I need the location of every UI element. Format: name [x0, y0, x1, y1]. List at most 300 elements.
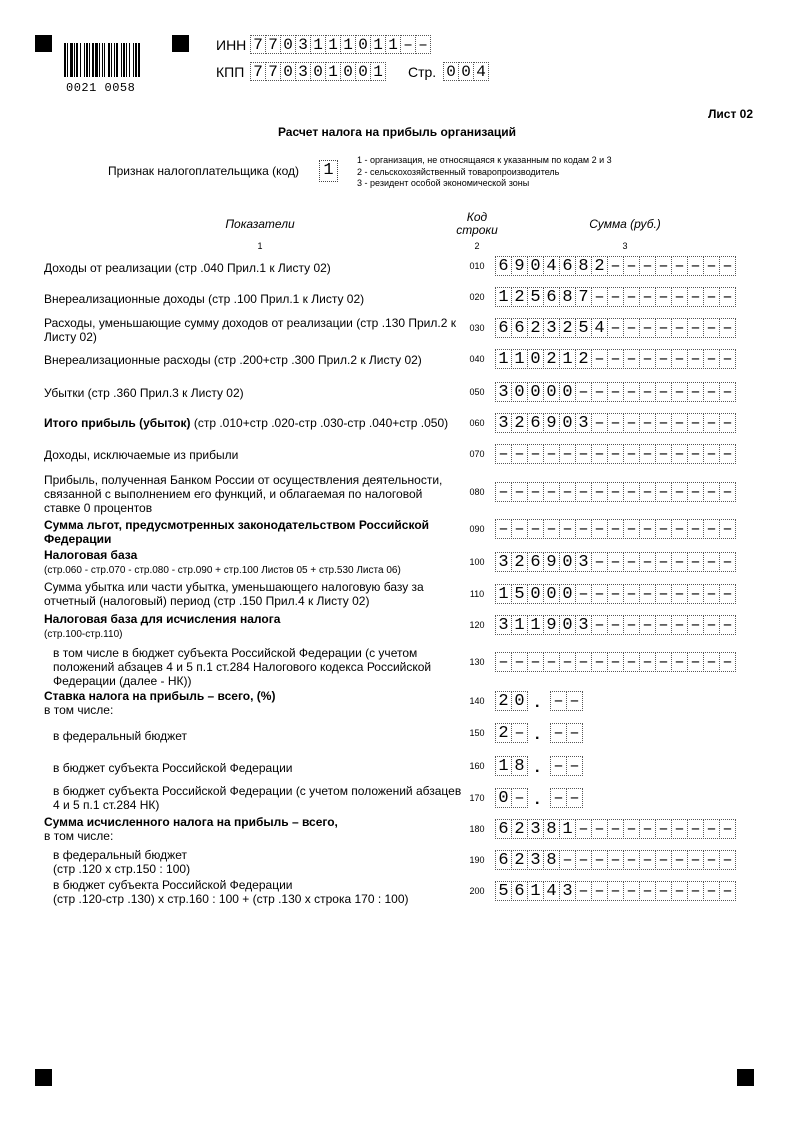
sum-digit-cell[interactable]: –: [607, 256, 624, 276]
sum-digit-cell[interactable]: –: [703, 652, 720, 672]
sum-digit-cell[interactable]: –: [639, 444, 656, 464]
sum-digit-cell[interactable]: –: [639, 584, 656, 604]
sum-digit-cell[interactable]: 0: [527, 256, 544, 276]
sum-digit-cell[interactable]: –: [591, 444, 608, 464]
rate-digit-cell[interactable]: –: [550, 788, 567, 808]
page-digit-cell[interactable]: 4: [473, 62, 489, 81]
sum-digit-cell[interactable]: –: [655, 819, 672, 839]
kpp-digit-cell[interactable]: 1: [370, 62, 386, 81]
sum-digit-cell[interactable]: –: [543, 444, 560, 464]
sum-digit-cell[interactable]: –: [607, 584, 624, 604]
rate-digit-cell[interactable]: 2: [495, 691, 512, 711]
sum-digit-cell[interactable]: 8: [575, 256, 592, 276]
inn-digit-cell[interactable]: 1: [325, 35, 341, 54]
sum-digit-cell[interactable]: –: [591, 349, 608, 369]
sum-digit-cell[interactable]: 2: [511, 413, 528, 433]
inn-digit-cell[interactable]: 1: [310, 35, 326, 54]
sum-digit-cell[interactable]: –: [655, 256, 672, 276]
sum-digit-cell[interactable]: 1: [495, 349, 512, 369]
sum-digit-cell[interactable]: –: [575, 652, 592, 672]
inn-digit-cell[interactable]: 1: [340, 35, 356, 54]
sum-digit-cell[interactable]: 6: [511, 881, 528, 901]
sum-digit-cell[interactable]: 0: [527, 382, 544, 402]
rate-digit-cell[interactable]: –: [566, 756, 583, 776]
kpp-digit-cell[interactable]: 0: [280, 62, 296, 81]
sum-digit-cell[interactable]: 3: [543, 318, 560, 338]
sum-digit-cell[interactable]: –: [591, 652, 608, 672]
sum-digit-cell[interactable]: –: [655, 652, 672, 672]
sum-digit-cell[interactable]: –: [591, 584, 608, 604]
sum-digit-cell[interactable]: –: [719, 349, 736, 369]
sum-digit-cell[interactable]: 0: [543, 382, 560, 402]
sum-digit-cell[interactable]: 0: [559, 615, 576, 635]
sum-digit-cell[interactable]: –: [671, 444, 688, 464]
sum-digit-cell[interactable]: –: [623, 349, 640, 369]
sum-digit-cell[interactable]: –: [639, 318, 656, 338]
kpp-digit-cell[interactable]: 0: [355, 62, 371, 81]
sum-digit-cell[interactable]: –: [559, 850, 576, 870]
sum-digit-cell[interactable]: –: [575, 382, 592, 402]
sum-digit-cell[interactable]: –: [623, 444, 640, 464]
barcode-bars: [64, 43, 156, 77]
sum-digit-cell[interactable]: –: [719, 318, 736, 338]
row-label-180: [44, 815, 456, 843]
sum-digit-cell[interactable]: –: [719, 652, 736, 672]
sum-digit-cell[interactable]: 6: [495, 850, 512, 870]
sum-digit-cell[interactable]: 9: [543, 413, 560, 433]
rate-digit-cell[interactable]: 2: [495, 723, 512, 743]
sum-digit-cell[interactable]: –: [527, 652, 544, 672]
sum-digit-cell[interactable]: –: [639, 850, 656, 870]
sum-digit-cell[interactable]: –: [607, 382, 624, 402]
sum-digit-cell[interactable]: 2: [559, 318, 576, 338]
sum-digit-cell[interactable]: 2: [511, 850, 528, 870]
sum-digit-cell[interactable]: –: [671, 318, 688, 338]
rate-digit-cell[interactable]: –: [566, 788, 583, 808]
rate-digit-cell[interactable]: –: [566, 691, 583, 711]
sum-digit-cell[interactable]: –: [591, 819, 608, 839]
sum-digit-cell[interactable]: –: [703, 413, 720, 433]
row-label-140: [44, 689, 456, 717]
rate-frac-cells-160: [550, 756, 582, 776]
sum-digit-cell[interactable]: 4: [591, 318, 608, 338]
sum-digit-cell[interactable]: –: [719, 413, 736, 433]
sum-digit-cell[interactable]: 6: [559, 256, 576, 276]
sum-digit-cell[interactable]: –: [607, 318, 624, 338]
sum-digit-cell[interactable]: 2: [511, 819, 528, 839]
sum-digit-cell[interactable]: –: [623, 287, 640, 307]
sum-digit-cell[interactable]: –: [607, 552, 624, 572]
sum-digit-cell[interactable]: 3: [575, 413, 592, 433]
sum-digit-cell[interactable]: –: [543, 519, 560, 539]
sum-digit-cell[interactable]: –: [703, 519, 720, 539]
sum-digit-cell[interactable]: 6: [543, 287, 560, 307]
sum-digit-cell[interactable]: –: [607, 519, 624, 539]
rate-digit-cell[interactable]: –: [511, 723, 528, 743]
row-formula: (стр.060 - стр.070 - стр.080 - стр.090 + стр.100 Листов 05 + стр.530 Листа 06): [44, 565, 401, 576]
sum-digit-cell[interactable]: –: [591, 413, 608, 433]
sum-digit-cell[interactable]: –: [671, 382, 688, 402]
sum-digit-cell[interactable]: –: [655, 287, 672, 307]
sum-digit-cell[interactable]: 6: [495, 256, 512, 276]
row-label-130: [53, 646, 465, 688]
sum-digit-cell[interactable]: –: [703, 287, 720, 307]
sum-digit-cell[interactable]: –: [495, 652, 512, 672]
sum-digit-cell[interactable]: –: [671, 287, 688, 307]
sum-digit-cell[interactable]: –: [559, 519, 576, 539]
page-digit-cell[interactable]: 0: [443, 62, 459, 81]
sum-digit-cell[interactable]: –: [687, 318, 704, 338]
row-text: в том числе в бюджет субъекта Российской Федерации (с учетом положений абзацев 4 и 5 п.1 ст.284 Налогового кодекса Российской Федерации (далее - НК)): [53, 646, 432, 688]
sum-digit-cell[interactable]: –: [623, 584, 640, 604]
sum-digit-cell[interactable]: –: [639, 615, 656, 635]
sum-digit-cell[interactable]: 7: [575, 287, 592, 307]
sum-digit-cell[interactable]: 4: [543, 256, 560, 276]
sum-digit-cell[interactable]: –: [687, 819, 704, 839]
sum-digit-cell[interactable]: –: [687, 519, 704, 539]
sum-digit-cell[interactable]: 0: [543, 584, 560, 604]
form-title: Расчет налога на прибыль организаций: [277, 125, 517, 139]
sum-digit-cell[interactable]: 4: [543, 881, 560, 901]
sum-digit-cell[interactable]: –: [655, 444, 672, 464]
sum-digit-cell[interactable]: –: [591, 519, 608, 539]
sum-digit-cell[interactable]: 6: [495, 318, 512, 338]
sum-digit-cell[interactable]: –: [575, 819, 592, 839]
sum-digit-cell[interactable]: –: [655, 850, 672, 870]
sum-digit-cell[interactable]: –: [719, 287, 736, 307]
sum-digit-cell[interactable]: 3: [575, 615, 592, 635]
inn-digit-cell[interactable]: 0: [355, 35, 371, 54]
sum-digit-cell[interactable]: 3: [527, 819, 544, 839]
sum-digit-cell[interactable]: –: [495, 482, 512, 502]
sum-digit-cell[interactable]: –: [703, 552, 720, 572]
sum-digit-cell[interactable]: 1: [527, 881, 544, 901]
rate-digit-cell[interactable]: 1: [495, 756, 512, 776]
row-bold-text: Сумма исчисленного налога на прибыль – всего,: [44, 815, 338, 829]
rate-digit-cell[interactable]: –: [550, 691, 567, 711]
sum-digit-cell[interactable]: –: [655, 413, 672, 433]
sum-digit-cell[interactable]: –: [719, 444, 736, 464]
sum-digit-cell[interactable]: 0: [559, 584, 576, 604]
sum-digit-cell[interactable]: –: [687, 652, 704, 672]
sum-digit-cell[interactable]: 1: [559, 819, 576, 839]
row-code-180: 180: [469, 824, 485, 834]
sum-digit-cell[interactable]: 8: [543, 819, 560, 839]
kpp-digit-cell[interactable]: 0: [340, 62, 356, 81]
sum-digit-cell[interactable]: –: [623, 652, 640, 672]
sum-digit-cell[interactable]: –: [639, 349, 656, 369]
inn-digit-cell[interactable]: –: [400, 35, 416, 54]
sum-digit-cell[interactable]: 5: [575, 318, 592, 338]
sum-digit-cell[interactable]: 1: [559, 349, 576, 369]
sum-digit-cell[interactable]: 5: [495, 881, 512, 901]
sum-digit-cell[interactable]: –: [607, 287, 624, 307]
sum-digit-cell[interactable]: –: [623, 552, 640, 572]
sum-digit-cell[interactable]: 3: [495, 552, 512, 572]
sum-digit-cell[interactable]: –: [655, 349, 672, 369]
sum-digit-cell[interactable]: –: [639, 652, 656, 672]
sum-digit-cell[interactable]: –: [655, 382, 672, 402]
sum-digit-cell[interactable]: –: [655, 482, 672, 502]
sum-digit-cell[interactable]: –: [687, 552, 704, 572]
sum-digit-cell[interactable]: 1: [495, 287, 512, 307]
sum-digit-cell[interactable]: 1: [527, 615, 544, 635]
sum-cells-010: [495, 256, 735, 276]
inn-digit-cell[interactable]: 7: [250, 35, 266, 54]
sum-digit-cell[interactable]: –: [719, 519, 736, 539]
sum-digit-cell[interactable]: –: [671, 413, 688, 433]
sum-digit-cell[interactable]: –: [639, 287, 656, 307]
rate-digit-cell[interactable]: –: [511, 788, 528, 808]
sum-digit-cell[interactable]: –: [639, 881, 656, 901]
sum-digit-cell[interactable]: –: [639, 552, 656, 572]
sum-digit-cell[interactable]: –: [655, 318, 672, 338]
sum-digit-cell[interactable]: –: [655, 552, 672, 572]
kpp-digit-cell[interactable]: 7: [265, 62, 281, 81]
sum-digit-cell[interactable]: –: [655, 584, 672, 604]
sum-digit-cell[interactable]: 2: [527, 318, 544, 338]
sum-digit-cell[interactable]: –: [687, 413, 704, 433]
row-code-090: 090: [469, 524, 485, 534]
sum-digit-cell[interactable]: –: [495, 444, 512, 464]
sum-digit-cell[interactable]: –: [511, 444, 528, 464]
sum-digit-cell[interactable]: 2: [543, 349, 560, 369]
sum-digit-cell[interactable]: –: [703, 819, 720, 839]
rate-digit-cell[interactable]: 8: [511, 756, 528, 776]
sum-digit-cell[interactable]: –: [655, 519, 672, 539]
rate-digit-cell[interactable]: –: [550, 723, 567, 743]
sum-digit-cell[interactable]: –: [719, 382, 736, 402]
sum-digit-cell[interactable]: –: [703, 444, 720, 464]
sum-digit-cell[interactable]: –: [575, 584, 592, 604]
kpp-digit-cell[interactable]: 3: [295, 62, 311, 81]
sum-digit-cell[interactable]: –: [543, 652, 560, 672]
sum-digit-cell[interactable]: –: [639, 413, 656, 433]
sum-digit-cell[interactable]: –: [639, 482, 656, 502]
sum-digit-cell[interactable]: 0: [559, 552, 576, 572]
sum-digit-cell[interactable]: –: [607, 881, 624, 901]
sign-option: 2 - сельскохозяйственный товаропроизводитель: [357, 166, 560, 177]
sum-digit-cell[interactable]: –: [687, 256, 704, 276]
sum-digit-cell[interactable]: –: [703, 584, 720, 604]
row-text: в бюджет субъекта Российской Федерации (с учетом положений абзацев 4 и 5 п.1 ст.284 НК): [53, 784, 462, 812]
sum-digit-cell[interactable]: –: [559, 482, 576, 502]
sum-digit-cell[interactable]: –: [543, 482, 560, 502]
sum-digit-cell[interactable]: –: [703, 318, 720, 338]
sum-digit-cell[interactable]: 3: [575, 552, 592, 572]
sum-digit-cell[interactable]: 6: [495, 819, 512, 839]
sum-digit-cell[interactable]: –: [591, 850, 608, 870]
sum-digit-cell[interactable]: –: [703, 349, 720, 369]
rate-digit-cell[interactable]: 0: [511, 691, 528, 711]
sum-digit-cell[interactable]: 6: [511, 318, 528, 338]
kpp-digit-cell[interactable]: 0: [310, 62, 326, 81]
sum-digit-cell[interactable]: 0: [559, 413, 576, 433]
rate-digit-cell[interactable]: 0: [495, 788, 512, 808]
sum-digit-cell[interactable]: –: [607, 349, 624, 369]
row-code-080: 080: [469, 487, 485, 497]
sum-digit-cell[interactable]: –: [623, 482, 640, 502]
sum-digit-cell[interactable]: –: [703, 850, 720, 870]
sum-digit-cell[interactable]: –: [687, 444, 704, 464]
sum-digit-cell[interactable]: 0: [559, 382, 576, 402]
sum-digit-cell[interactable]: –: [639, 519, 656, 539]
sum-digit-cell[interactable]: 5: [511, 584, 528, 604]
sum-digit-cell[interactable]: –: [623, 318, 640, 338]
sum-digit-cell[interactable]: 0: [511, 382, 528, 402]
sum-digit-cell[interactable]: –: [671, 519, 688, 539]
sum-digit-cell[interactable]: –: [687, 349, 704, 369]
sum-digit-cell[interactable]: –: [719, 819, 736, 839]
sum-digit-cell[interactable]: –: [703, 382, 720, 402]
sum-digit-cell[interactable]: 0: [527, 349, 544, 369]
sum-digit-cell[interactable]: –: [623, 256, 640, 276]
sum-digit-cell[interactable]: 9: [511, 256, 528, 276]
inn-digit-cell[interactable]: –: [415, 35, 431, 54]
sum-digit-cell[interactable]: –: [559, 444, 576, 464]
sum-digit-cell[interactable]: –: [687, 382, 704, 402]
sum-digit-cell[interactable]: –: [719, 256, 736, 276]
sum-digit-cell[interactable]: –: [623, 615, 640, 635]
page-digit-cell[interactable]: 0: [458, 62, 474, 81]
sum-digit-cell[interactable]: –: [623, 382, 640, 402]
sum-digit-cell[interactable]: 1: [511, 349, 528, 369]
inn-digit-cell[interactable]: 1: [370, 35, 386, 54]
sum-digit-cell[interactable]: –: [607, 444, 624, 464]
sum-digit-cell[interactable]: –: [607, 850, 624, 870]
sum-digit-cell[interactable]: –: [703, 615, 720, 635]
taxpayer-sign-cell[interactable]: 1: [319, 160, 338, 182]
sum-digit-cell[interactable]: –: [623, 819, 640, 839]
sum-digit-cell[interactable]: –: [623, 850, 640, 870]
inn-digit-cell[interactable]: 0: [280, 35, 296, 54]
sum-digit-cell[interactable]: –: [591, 287, 608, 307]
inn-digit-cell[interactable]: 3: [295, 35, 311, 54]
sum-digit-cell[interactable]: –: [639, 256, 656, 276]
sum-digit-cell[interactable]: 2: [591, 256, 608, 276]
sum-digit-cell[interactable]: 1: [495, 584, 512, 604]
sum-digit-cell[interactable]: –: [575, 850, 592, 870]
sum-digit-cell[interactable]: 3: [527, 850, 544, 870]
sum-digit-cell[interactable]: 6: [527, 552, 544, 572]
sum-digit-cell[interactable]: –: [719, 584, 736, 604]
sum-digit-cell[interactable]: –: [591, 382, 608, 402]
sum-digit-cell[interactable]: 2: [511, 552, 528, 572]
rate-digit-cell[interactable]: –: [566, 723, 583, 743]
sum-digit-cell[interactable]: –: [575, 482, 592, 502]
sum-digit-cell[interactable]: –: [655, 881, 672, 901]
sum-digit-cell[interactable]: 0: [527, 584, 544, 604]
sum-digit-cell[interactable]: –: [671, 256, 688, 276]
sum-digit-cell[interactable]: –: [527, 519, 544, 539]
sum-digit-cell[interactable]: –: [591, 552, 608, 572]
sum-digit-cell[interactable]: –: [607, 413, 624, 433]
sum-digit-cell[interactable]: –: [575, 519, 592, 539]
rate-digit-cell[interactable]: –: [550, 756, 567, 776]
sum-digit-cell[interactable]: –: [671, 615, 688, 635]
sum-digit-cell[interactable]: –: [671, 349, 688, 369]
sum-digit-cell[interactable]: –: [671, 652, 688, 672]
sum-digit-cell[interactable]: 1: [511, 615, 528, 635]
inn-digit-cell[interactable]: 7: [265, 35, 281, 54]
sum-digit-cell[interactable]: –: [527, 444, 544, 464]
sum-digit-cell[interactable]: 5: [527, 287, 544, 307]
sum-digit-cell[interactable]: –: [655, 615, 672, 635]
sum-digit-cell[interactable]: –: [687, 615, 704, 635]
sum-digit-cell[interactable]: 9: [543, 615, 560, 635]
sum-digit-cell[interactable]: –: [687, 584, 704, 604]
sum-digit-cell[interactable]: –: [591, 615, 608, 635]
sum-digit-cell[interactable]: –: [703, 881, 720, 901]
sum-digit-cell[interactable]: 2: [511, 287, 528, 307]
sum-digit-cell[interactable]: 9: [543, 552, 560, 572]
sum-digit-cell[interactable]: –: [719, 615, 736, 635]
sum-digit-cell[interactable]: –: [719, 881, 736, 901]
sum-digit-cell[interactable]: 3: [495, 413, 512, 433]
sum-digit-cell[interactable]: 3: [559, 881, 576, 901]
sum-digit-cell[interactable]: –: [703, 482, 720, 502]
sum-digit-cell[interactable]: –: [623, 519, 640, 539]
kpp-digit-cell[interactable]: 7: [250, 62, 266, 81]
sum-digit-cell[interactable]: –: [719, 482, 736, 502]
sum-digit-cell[interactable]: 8: [543, 850, 560, 870]
sum-digit-cell[interactable]: –: [511, 482, 528, 502]
sum-digit-cell[interactable]: –: [671, 881, 688, 901]
sum-digit-cell[interactable]: –: [639, 382, 656, 402]
sum-digit-cell[interactable]: 3: [495, 382, 512, 402]
sum-digit-cell[interactable]: –: [703, 256, 720, 276]
sum-digit-cell[interactable]: –: [671, 819, 688, 839]
sum-digit-cell[interactable]: –: [575, 444, 592, 464]
sum-digit-cell[interactable]: –: [527, 482, 544, 502]
sum-digit-cell[interactable]: –: [607, 652, 624, 672]
sum-digit-cell[interactable]: –: [623, 881, 640, 901]
sum-digit-cell[interactable]: –: [495, 519, 512, 539]
sum-digit-cell[interactable]: –: [575, 881, 592, 901]
sum-digit-cell[interactable]: –: [511, 519, 528, 539]
inn-digit-cell[interactable]: 1: [385, 35, 401, 54]
sum-digit-cell[interactable]: –: [607, 819, 624, 839]
sum-digit-cell[interactable]: –: [623, 413, 640, 433]
sum-digit-cell[interactable]: 3: [495, 615, 512, 635]
sum-digit-cell[interactable]: –: [719, 850, 736, 870]
sum-digit-cell[interactable]: –: [687, 850, 704, 870]
rate-frac-cells-170: [550, 788, 582, 808]
sum-digit-cell[interactable]: –: [511, 652, 528, 672]
sum-digit-cell[interactable]: –: [559, 652, 576, 672]
sum-digit-cell[interactable]: –: [687, 287, 704, 307]
sum-digit-cell[interactable]: –: [591, 881, 608, 901]
row-bold-text: Итого прибыль (убыток): [44, 416, 191, 430]
kpp-digit-cell[interactable]: 1: [325, 62, 341, 81]
sum-digit-cell[interactable]: –: [671, 552, 688, 572]
corner-marker-top-right: [172, 35, 189, 52]
sum-digit-cell[interactable]: –: [671, 482, 688, 502]
sum-digit-cell[interactable]: 2: [575, 349, 592, 369]
sum-digit-cell[interactable]: 8: [559, 287, 576, 307]
sum-digit-cell[interactable]: –: [607, 615, 624, 635]
sum-digit-cell[interactable]: –: [607, 482, 624, 502]
sum-digit-cell[interactable]: –: [639, 819, 656, 839]
sum-digit-cell[interactable]: 6: [527, 413, 544, 433]
sum-digit-cell[interactable]: –: [687, 482, 704, 502]
sum-digit-cell[interactable]: –: [687, 881, 704, 901]
sum-digit-cell[interactable]: –: [671, 584, 688, 604]
sum-digit-cell[interactable]: –: [671, 850, 688, 870]
barcode: [64, 43, 156, 95]
sum-digit-cell[interactable]: –: [591, 482, 608, 502]
sum-digit-cell[interactable]: –: [719, 552, 736, 572]
